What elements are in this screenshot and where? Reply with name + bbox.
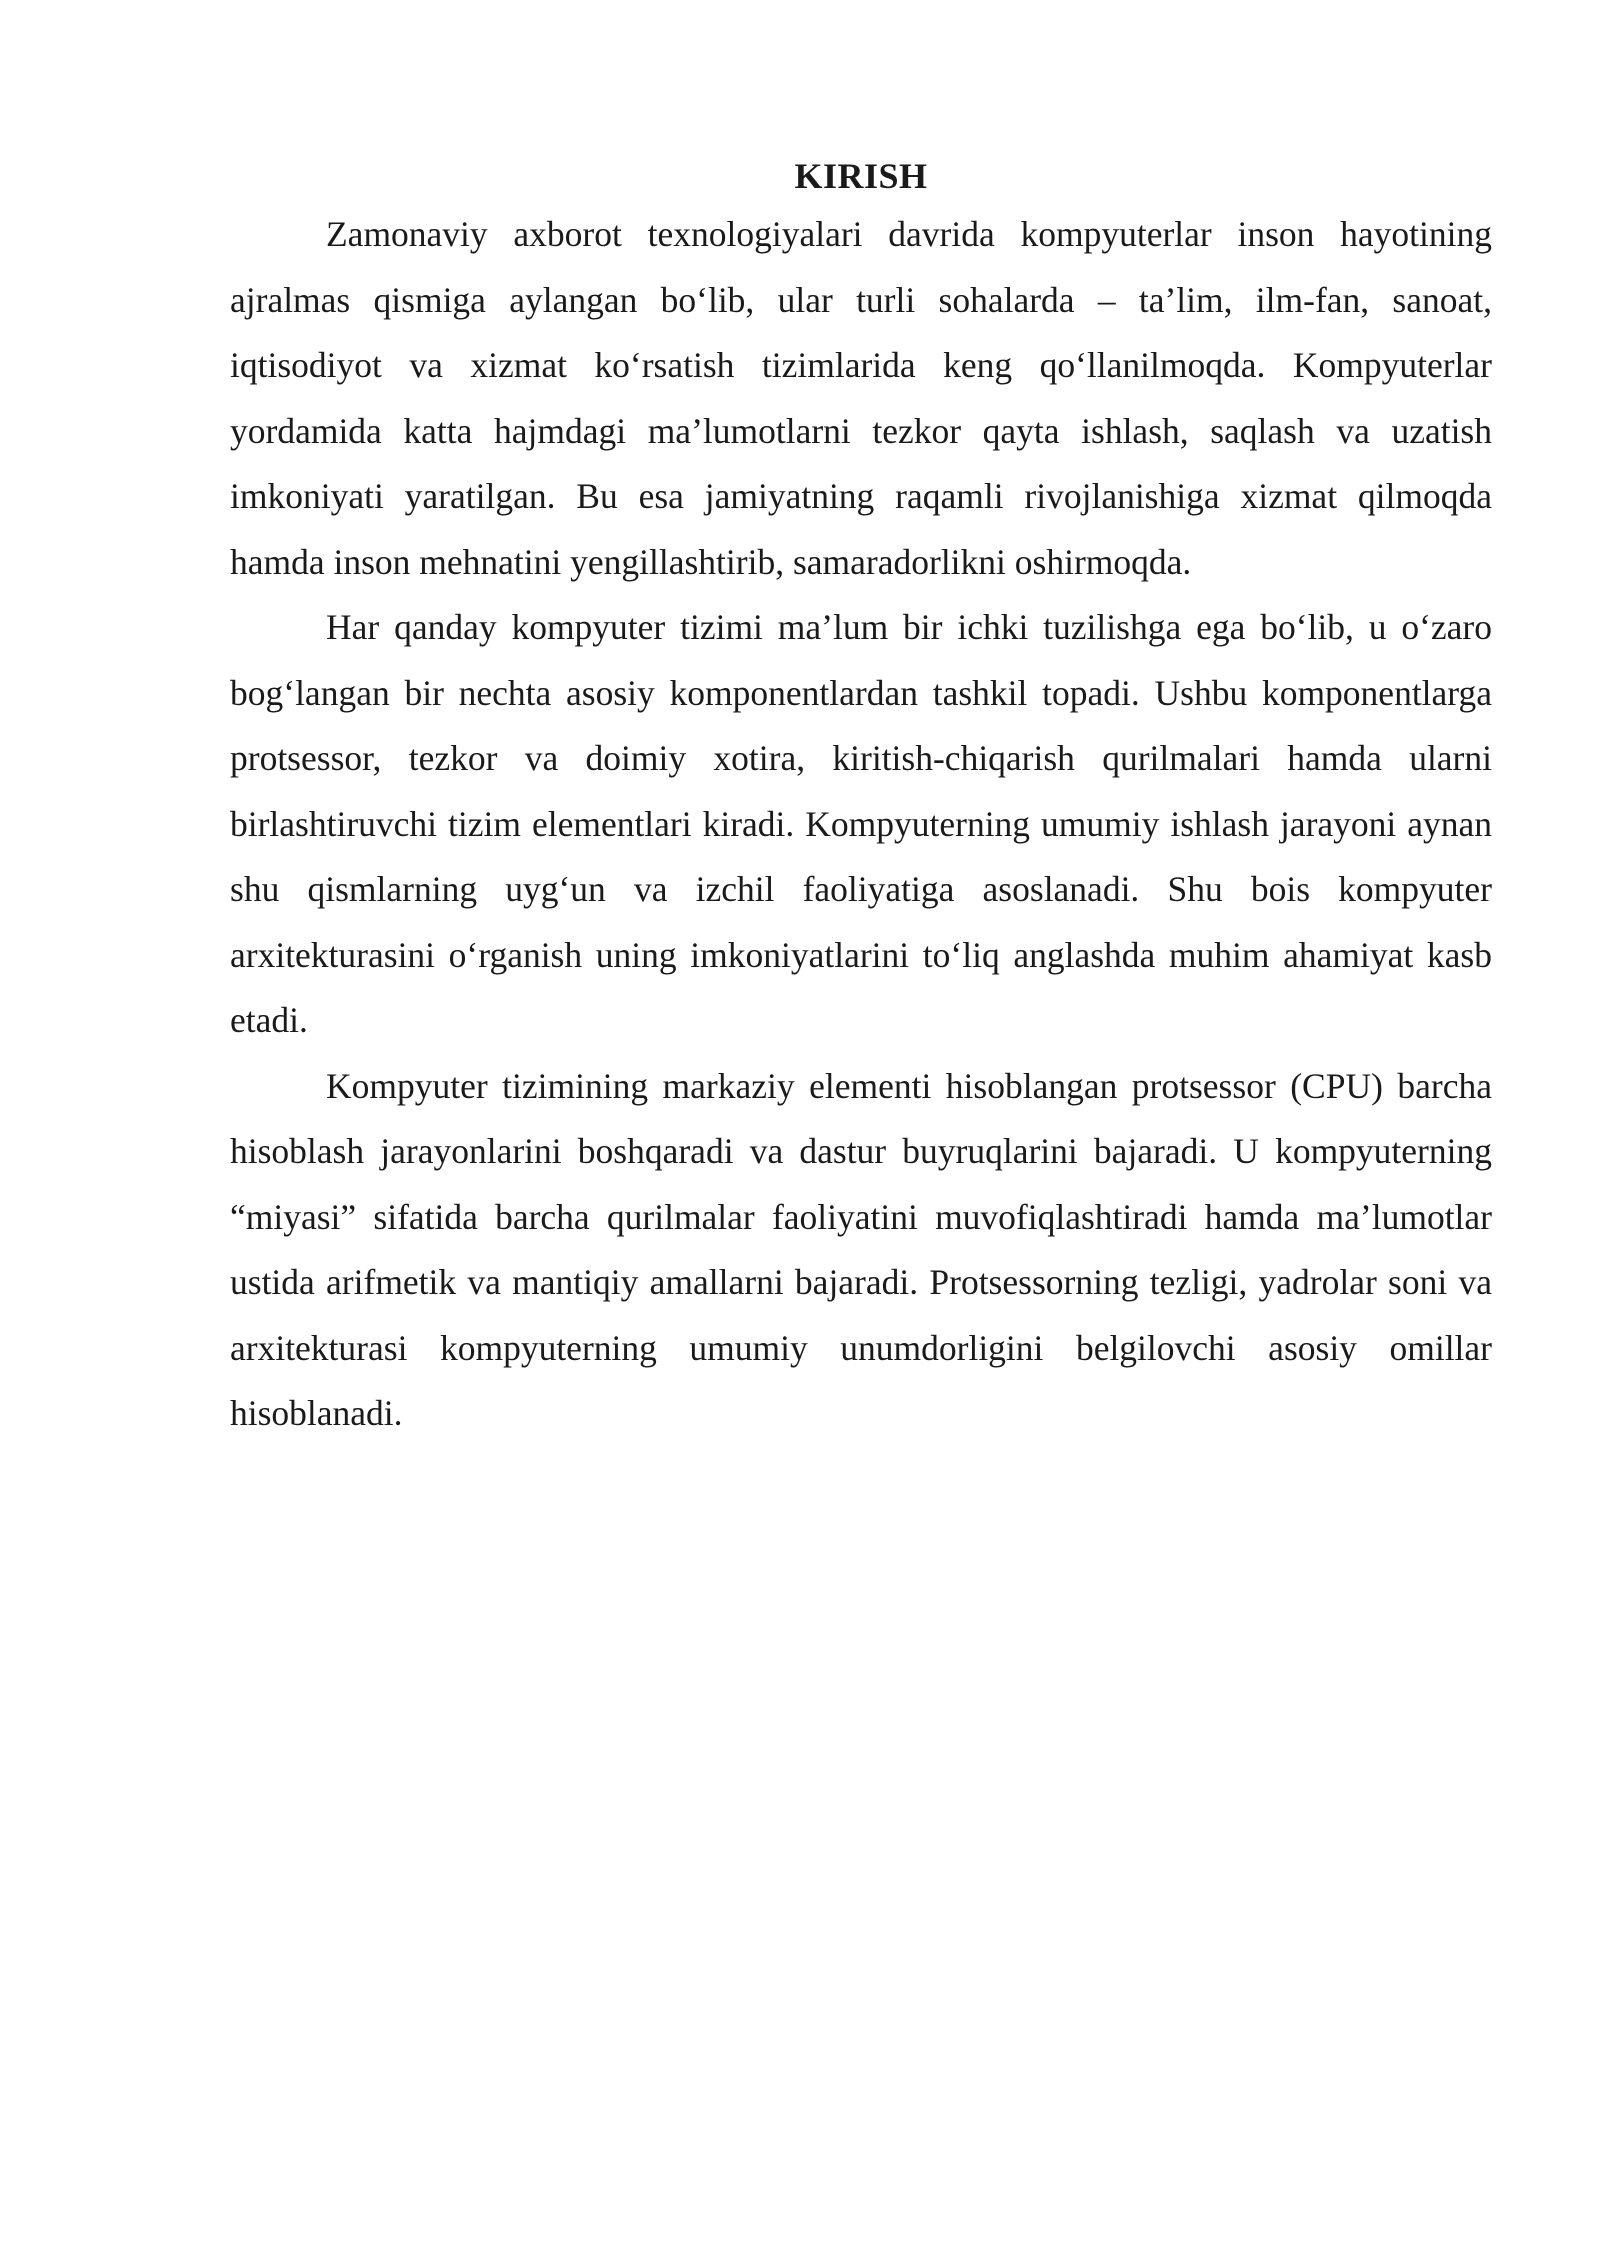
paragraph-3: Kompyuter tizimining markaziy elementi hisoblangan protsessor (CPU) barcha hisoblash jarayonlarini boshqaradi va dastur buyruqlarini bajaradi. U kompyuterning “miyasi” sifatida barcha qurilmalar faoliyatini muvofiqlashtiradi hamda ma’lumotlar ustida arifmetik va mantiqiy amallarni bajaradi. Protsessorning tezligi, yadrolar soni va arxitekturasi kompyuterning umumiy unumdorligini belgilovchi asosiy omillar hisoblanadi. [230, 1065, 1492, 1433]
paragraph-2: Har qanday kompyuter tizimi ma’lum bir ichki tuzilishga ega bo‘lib, u o‘zaro bog‘langan bir nechta asosiy komponentlardan tashkil topadi. Ushbu komponentlarga protsessor, tezkor va doimiy xotira, kiritish-chiqarish qurilmalari hamda ularni birlashtiruvchi tizim elementlari kiradi. Kompyuterning umumiy ishlash jarayoni aynan shu qismlarning uyg‘un va izchil faoliyatiga asoslanadi. Shu bois kompyuter arxitekturasini o‘rganish uning imkoniyatlarini to‘liq anglashda muhim ahamiyat kasb etadi. [230, 607, 1492, 1040]
document-body [230, 150, 1492, 1447]
page-title: KIRISH [794, 156, 928, 196]
paragraph-1: Zamonaviy axborot texnologiyalari davrida kompyuterlar inson hayotining ajralmas qismiga aylangan bo‘lib, ular turli sohalarda – ta’lim, ilm-fan, sanoat, iqtisodiyot va xizmat ko‘rsatish tizimlarida keng qo‘llanilmoqda. Kompyuterlar yordamida katta hajmdagi ma’lumotlarni tezkor qayta ishlash, saqlash va uzatish imkoniyati yaratilgan. Bu esa jamiyatning raqamli rivojlanishiga xizmat qilmoqda hamda inson mehnatini yengillashtirib, samaradorlikni oshirmoqda. [230, 214, 1492, 582]
